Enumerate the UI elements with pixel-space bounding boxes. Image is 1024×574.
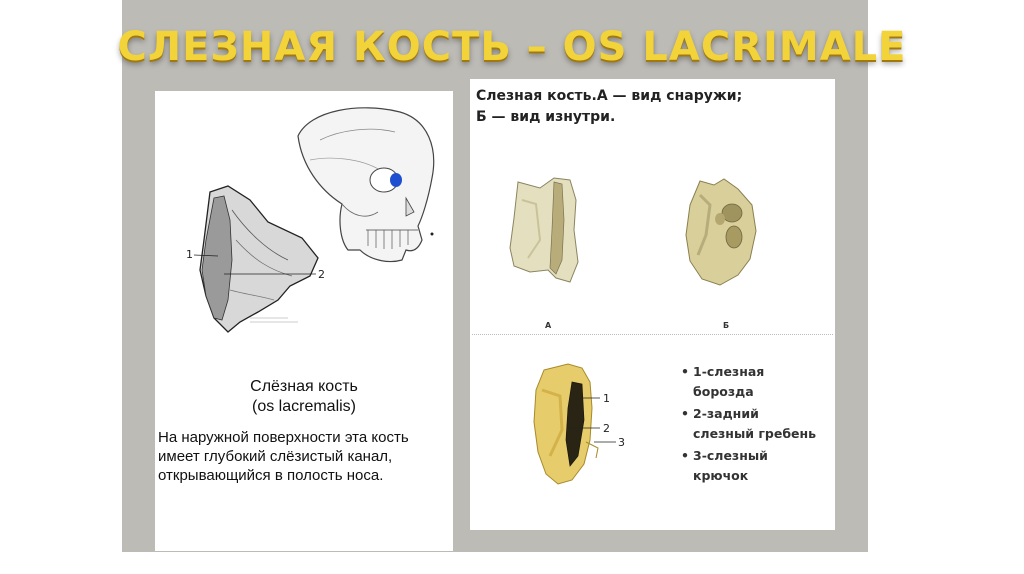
legend-item-3 (681, 446, 831, 486)
lacrimal-bone-photo-b (680, 175, 765, 295)
legend-item-2-line-1: • 2-задний (693, 406, 759, 421)
right-marker-3: 3 (618, 436, 625, 449)
right-caption-line-2: Б — вид изнутри. (476, 109, 616, 125)
left-title-line-2: (os lacremalis) (251, 398, 356, 415)
legend-item-3-line-1: • 3-слезный (693, 448, 768, 463)
legend-item-2 (681, 404, 831, 444)
left-body-line-1: На наружной поверхности эта кость (158, 429, 409, 446)
left-marker-1: 1 (186, 248, 193, 261)
slide-title: СЛЕЗНАЯ КОСТЬ – OS LACRIMALE (117, 24, 907, 70)
legend-item-1 (681, 362, 831, 402)
left-title-line-1: Слёзная кость (250, 378, 358, 395)
legend-item-2-line-2: слезный гребень (693, 426, 817, 441)
legend-item-1-line-2: борозда (693, 384, 754, 399)
legend-item-3-line-2: крючок (693, 468, 749, 483)
legend-list (681, 362, 831, 488)
right-marker-2: 2 (603, 422, 610, 435)
left-body-line-3: открывающийся в полость носа. (158, 467, 384, 484)
right-caption-line-1: Слезная кость.А — вид снаружи; (476, 88, 743, 104)
right-panel-divider (472, 334, 833, 335)
lacrimal-bone-drawing (200, 186, 318, 332)
label-b: Б (723, 321, 730, 330)
legend-item-1-line-1: • 1-слезная (693, 364, 765, 379)
label-a: А (545, 321, 552, 330)
left-caption-body (158, 428, 450, 485)
left-body-line-2: имеет глубокий слёзистый канал, (158, 448, 393, 465)
left-marker-2: 2 (318, 268, 325, 281)
lacrimal-bone-sketch (170, 100, 440, 350)
lacrimal-highlight (390, 173, 402, 187)
lacrimal-bone-photo-a (500, 170, 590, 295)
right-marker-1: 1 (603, 392, 610, 405)
left-caption-title (155, 377, 453, 417)
right-caption (476, 86, 826, 128)
lacrimal-bone-photo-labeled (520, 360, 640, 490)
skull-illustration (298, 108, 434, 262)
